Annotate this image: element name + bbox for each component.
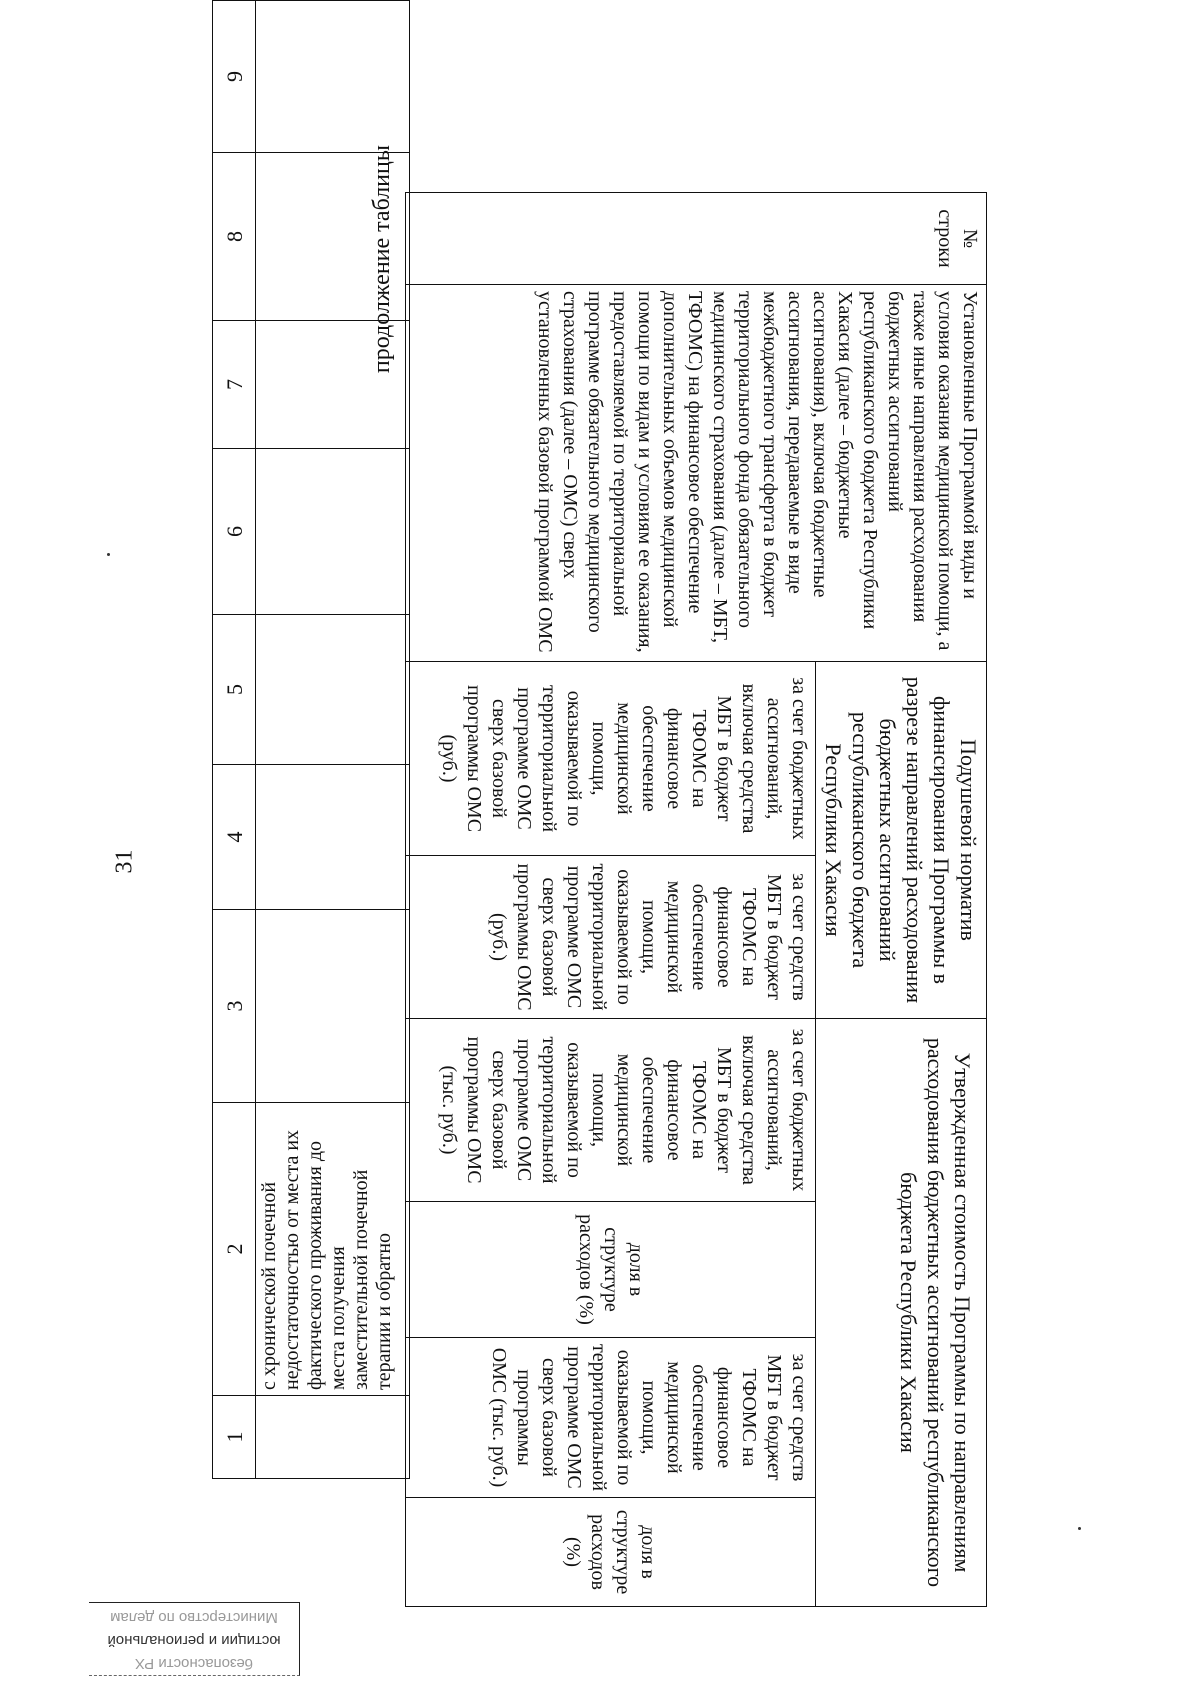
subheader-share-2: доля в структуре расходов (%) xyxy=(406,1498,816,1607)
table-cell xyxy=(256,615,410,765)
table-cell xyxy=(256,910,410,1103)
column-number: 9 xyxy=(213,1,256,153)
scan-speck xyxy=(1078,1527,1081,1530)
subheader-share-1: доля в структуре расходов (%) xyxy=(406,1202,816,1338)
subheader-budget-incl-rub: за счет бюджетных ассигнований, включая средства МБТ в бюджет ТФОМС на финансовое обеспечение медицинской помощи, оказываемой по территориальной программе ОМС сверх базовой программы ОМС (руб.) xyxy=(406,662,816,856)
column-number: 6 xyxy=(213,449,256,615)
per-capita-header: Подушевой норматив финансирования Программы в разрезе направлений расходования бюджетных ассигнований республиканского бюджета Республики Хакасия xyxy=(816,662,987,1019)
header-table xyxy=(405,192,987,1607)
service-description-cell: с хронической почечной недостаточностью от места их фактического проживания до места получения заместительной почечной терапии и обратно xyxy=(256,1103,410,1396)
table-cell xyxy=(256,449,410,615)
table-continuation-caption: продолжение таблицы xyxy=(369,145,395,374)
column-number: 2 xyxy=(213,1103,256,1396)
table-cell xyxy=(256,1,410,153)
row-number-header: № строки xyxy=(406,193,987,285)
subheader-budget-incl-thous: за счет бюджетных ассигнований, включая средства МБТ в бюджет ТФОМС на финансовое обеспечение медицинской помощи, оказываемой по территориальной программе ОМС сверх базовой программы ОМС (тыс. руб.) xyxy=(406,1019,816,1202)
column-number: 7 xyxy=(213,321,256,449)
stamp-line: Министерство по делам xyxy=(110,1609,278,1626)
page-number: 31 xyxy=(111,849,138,874)
column-number-row xyxy=(213,1,256,1479)
column-number: 5 xyxy=(213,615,256,765)
services-header: Установленные Программой виды и условия оказания медицинской помощи, а также иные направления расходования бюджетных ассигнований республиканского бюджета Республики Хакасия (далее – бюджетные ассигнования), включая бюджетные ассигнования, передаваемые в виде межбюджетного трансферта в бюджет территориального фонда обязательного медицинского страхования (далее – МБТ, ТФОМС) на финансовое обеспечение дополнительных объемов медицинской помощи по видам и условиям ее оказания, предоставляемой по территориальной программе обязательного медицинского страхования (далее – ОМС) сверх установленных базовой программой ОМС xyxy=(406,285,987,662)
subheader-mbt-rub: за счет средств МБТ в бюджет ТФОМС на финансовое обеспечение медицинской помощи, оказываемой по территориальной программе ОМС сверх базовой программы ОМС (руб.) xyxy=(406,856,816,1019)
column-number: 4 xyxy=(213,765,256,910)
registration-stamp xyxy=(89,1602,300,1676)
stamp-line: юстиции и региональной xyxy=(107,1632,281,1649)
scan-speck xyxy=(107,553,110,556)
header-table-fragment xyxy=(405,192,987,1606)
column-number: 8 xyxy=(213,153,256,321)
subheader-mbt-thous: за счет средств МБТ в бюджет ТФОМС на финансовое обеспечение медицинской помощи, оказываемой по территориальной программе ОМС сверх базовой программы ОМС (тыс. руб.) xyxy=(406,1338,816,1498)
column-number: 1 xyxy=(213,1396,256,1479)
table-cell xyxy=(256,1396,410,1479)
header-row-top xyxy=(816,193,987,1607)
caption-wrapper xyxy=(369,145,403,445)
column-number: 3 xyxy=(213,910,256,1103)
table-cell xyxy=(256,765,410,910)
approved-cost-header: Утвержденная стоимость Программы по направлениям расходования бюджетных ассигнований республиканского бюджета Республики Хакасия xyxy=(816,1019,987,1607)
stamp-line: безопасности РХ xyxy=(134,1655,254,1672)
